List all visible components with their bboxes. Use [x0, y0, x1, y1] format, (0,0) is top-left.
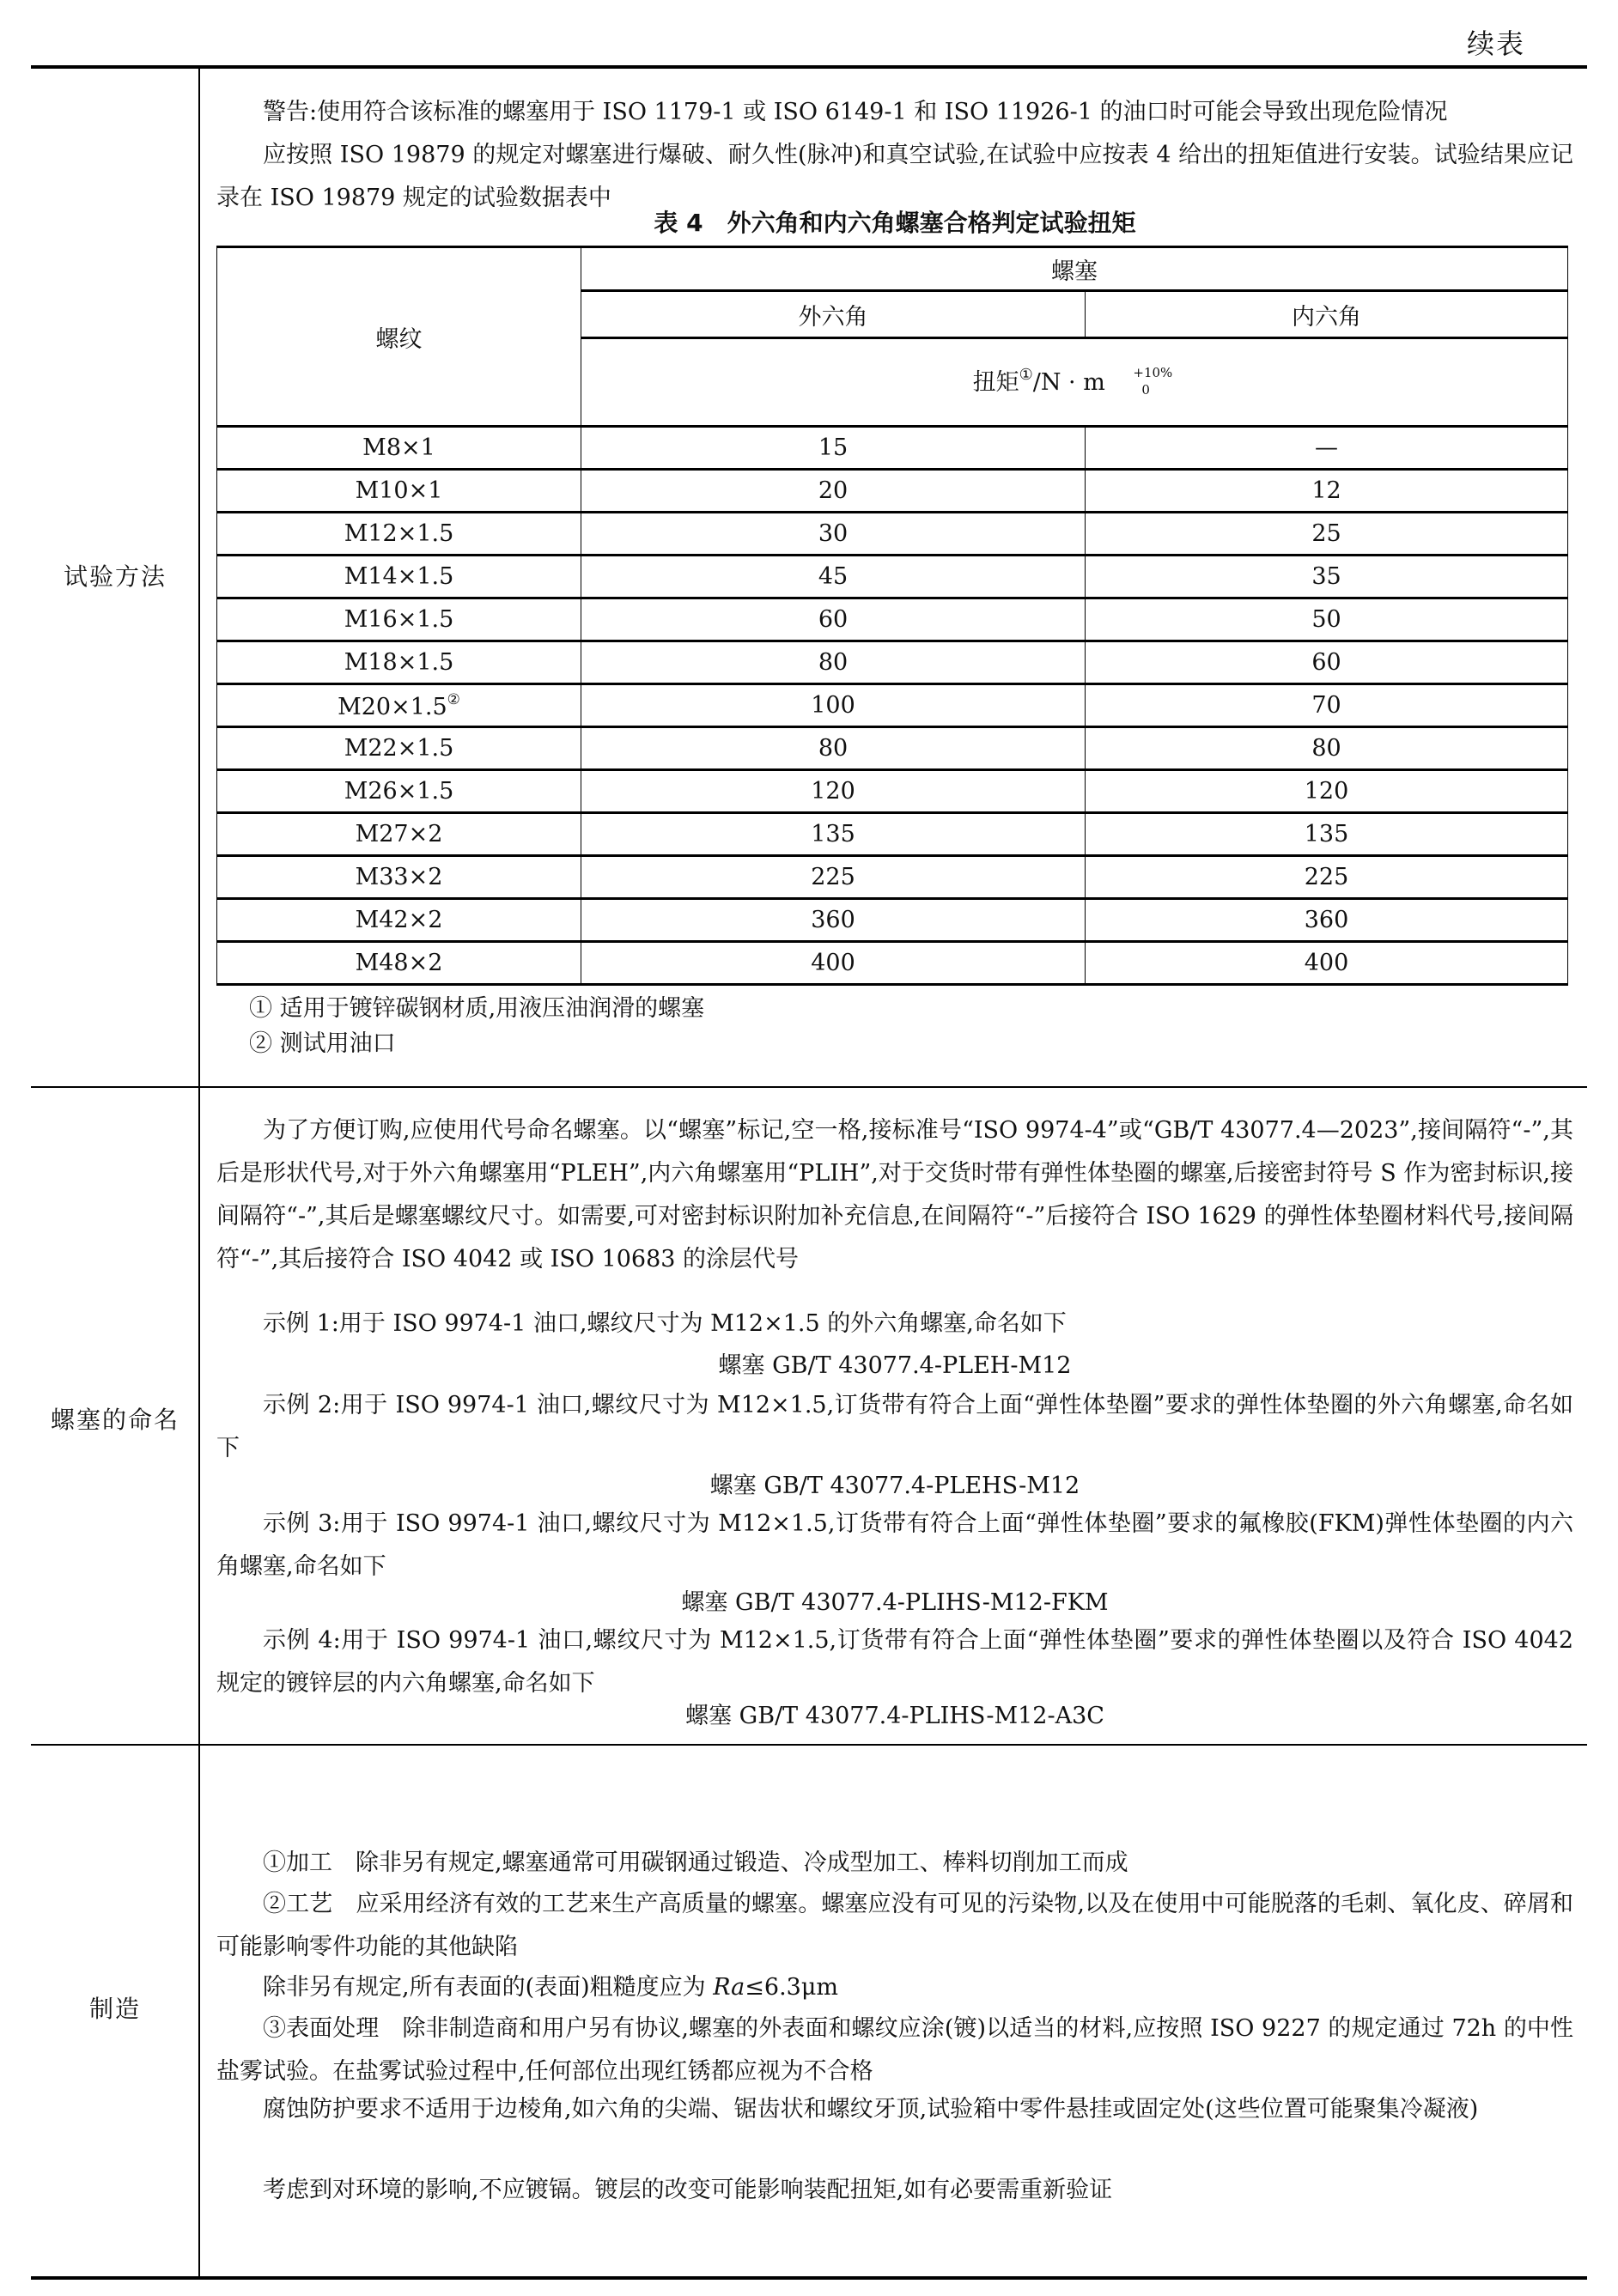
table-row — [217, 427, 1568, 470]
example-4-text: 示例 4:用于 ISO 9974-1 油口,螺纹尺寸为 M12×1.5,订货带有符合上面“弹性体垫圈”要求的弹性体垫圈以及符合 ISO 4042 规定的镀锌层的内六角螺塞,命名如下 — [216, 1627, 1573, 1697]
cell-thread — [217, 513, 581, 556]
thread-size: M22×1.5 — [344, 735, 454, 762]
example-3-text: 示例 3:用于 ISO 9974-1 油口,螺纹尺寸为 M12×1.5,订货带有符合上面“弹性体垫圈”要求的氟橡胶(FKM)弹性体垫圈的内六角螺塞,命名如下 — [216, 1510, 1573, 1580]
section-label-test-method: 试验方法 — [63, 562, 167, 591]
corrosion-paragraph: 腐蚀防护要求不适用于边棱角,如六角的尖端、锯齿状和螺纹牙顶,试验箱中零件悬挂或固定处(这些位置可能聚集冷凝液) — [263, 2096, 1479, 2123]
example-2-text: 示例 2:用于 ISO 9974-1 油口,螺纹尺寸为 M12×1.5,订货带有符合上面“弹性体垫圈”要求的弹性体垫圈的外六角螺塞,命名如下 — [216, 1392, 1573, 1461]
cell-internal-hex-torque: 70 — [1086, 684, 1568, 727]
header-plug: 螺塞 — [581, 247, 1568, 291]
table-title: 表 4 外六角和内六角螺塞合格判定试验扭矩 — [654, 209, 1136, 237]
footnote-2: ② 测试用油口 — [249, 1030, 396, 1057]
thread-size: M20×1.5 — [338, 693, 447, 720]
table-row — [217, 470, 1568, 513]
torque-unit: /N · m — [1032, 369, 1105, 397]
column-divider — [198, 67, 200, 2279]
header-external-hex: 外六角 — [581, 291, 1086, 338]
tolerance-upper: +10% — [1133, 364, 1173, 380]
example-4-designation: 螺塞 GB/T 43077.4-PLIHS-M12-A3C — [685, 1703, 1104, 1729]
thread-size: M12×1.5 — [344, 520, 454, 547]
example-1-designation: 螺塞 GB/T 43077.4-PLEH-M12 — [718, 1352, 1072, 1379]
section-divider — [31, 1744, 1587, 1746]
cell-thread — [217, 770, 581, 813]
roughness-symbol: Ra — [713, 1974, 745, 2001]
footnote-1: ① 适用于镀锌碳钢材质,用液压油润滑的螺塞 — [249, 995, 705, 1022]
table-row — [217, 727, 1568, 770]
cell-thread — [217, 727, 581, 770]
designation-intro: 为了方便订购,应使用代号命名螺塞。以“螺塞”标记,空一格,接标准号“ISO 9974-4”或“GB/T 43077.4—2023”,接间隔符“-”,其后是形状代号,对于外六角螺塞用“PLEH”,内六角螺塞用“PLIH”,对于交货时带有弹性体垫圈的螺塞,后接密封符号 S 作为密封标识,接间隔符“-”,其后是螺塞螺纹尺寸。如需要,可对密封标识附加补充信息,在间隔符“-”后接符合 ISO 1629 的弹性体垫圈材料代号,接间隔符“-”,其后接符合 ISO 4042 或 ISO 10683 的涂层代号 — [216, 1117, 1573, 1273]
example-1-text: 示例 1:用于 ISO 9974-1 油口,螺纹尺寸为 M12×1.5 的外六角螺塞,命名如下 — [263, 1310, 1067, 1337]
example-2-designation: 螺塞 GB/T 43077.4-PLEHS-M12 — [709, 1473, 1080, 1499]
process-paragraph: ②工艺 应采用经济有效的工艺来生产高质量的螺塞。螺塞应没有可见的污染物,以及在使用中可能脱落的毛刺、氧化皮、碎屑和可能影响零件功能的其他缺陷 — [216, 1891, 1573, 1960]
cell-thread — [217, 899, 581, 942]
section-label-manufacturing: 制造 — [88, 1995, 141, 2023]
table-row — [217, 813, 1568, 856]
tolerance-lower: 0 — [1141, 381, 1150, 398]
thread-size: M48×2 — [355, 950, 443, 976]
table-row — [217, 770, 1568, 813]
table-row — [217, 641, 1568, 684]
cell-internal-hex-torque: 135 — [1086, 813, 1568, 856]
cell-internal-hex-torque: 35 — [1086, 556, 1568, 598]
cell-external-hex-torque: 135 — [581, 813, 1086, 856]
header-internal-hex: 内六角 — [1086, 291, 1568, 338]
thread-size: M27×2 — [355, 821, 443, 847]
cell-external-hex-torque: 60 — [581, 598, 1086, 641]
header-thread: 螺纹 — [217, 247, 581, 427]
roughness-prefix: 除非另有规定,所有表面的(表面)粗糙度应为 — [263, 1974, 714, 2001]
cell-internal-hex-torque: 25 — [1086, 513, 1568, 556]
cell-internal-hex-torque: 80 — [1086, 727, 1568, 770]
cell-external-hex-torque: 225 — [581, 856, 1086, 899]
thread-size: M16×1.5 — [344, 606, 454, 633]
section-label-designation: 螺塞的命名 — [50, 1406, 179, 1434]
table-row — [217, 513, 1568, 556]
table-row — [217, 684, 1568, 727]
cell-external-hex-torque: 100 — [581, 684, 1086, 727]
thread-size: M10×1 — [355, 477, 443, 504]
thread-size: M8×1 — [362, 434, 435, 461]
table-row — [217, 598, 1568, 641]
cell-external-hex-torque: 15 — [581, 427, 1086, 470]
section-divider — [31, 1086, 1587, 1088]
cell-external-hex-torque: 20 — [581, 470, 1086, 513]
continuation-label: 续表 — [1466, 27, 1525, 60]
surface-treatment-paragraph: ③表面处理 除非制造商和用户另有协议,螺塞的外表面和螺纹应涂(镀)以适当的材料,应按照 ISO 9227 的规定通过 72h 的中性盐雾试验。在盐雾试验过程中,任何部位出现红锈都应视为不合格 — [216, 2015, 1573, 2085]
warning-paragraph: 警告:使用符合该标准的螺塞用于 ISO 1179-1 或 ISO 6149-1 和 ISO 11926-1 的油口时可能会导致出现危险情况 — [263, 99, 1448, 125]
cell-external-hex-torque: 45 — [581, 556, 1086, 598]
cell-thread — [217, 856, 581, 899]
test-paragraph: 应按照 ISO 19879 的规定对螺塞进行爆破、耐久性(脉冲)和真空试验,在试验中应按表 4 给出的扭矩值进行安装。试验结果应记录在 ISO 19879 规定的试验数据表中 — [216, 142, 1573, 211]
cell-thread — [217, 641, 581, 684]
torque-tolerance — [1133, 364, 1176, 401]
machining-paragraph: ①加工 除非另有规定,螺塞通常可用碳钢通过锻造、冷成型加工、棒料切削加工而成 — [263, 1850, 1128, 1876]
cell-external-hex-torque: 360 — [581, 899, 1086, 942]
cadmium-paragraph: 考虑到对环境的影响,不应镀镉。镀层的改变可能影响装配扭矩,如有必要需重新验证 — [263, 2177, 1113, 2203]
torque-footnote-ref: ① — [1019, 366, 1033, 385]
table-row — [217, 899, 1568, 942]
cell-thread — [217, 942, 581, 985]
cell-thread — [217, 427, 581, 470]
cell-internal-hex-torque: 360 — [1086, 899, 1568, 942]
thread-size: M14×1.5 — [344, 563, 454, 590]
thread-size: M42×2 — [355, 907, 443, 933]
roughness-paragraph — [216, 1966, 1573, 2009]
cell-internal-hex-torque: 400 — [1086, 942, 1568, 985]
cell-internal-hex-torque: 12 — [1086, 470, 1568, 513]
torque-label: 扭矩 — [972, 369, 1019, 397]
cell-thread — [217, 470, 581, 513]
table-row — [217, 556, 1568, 598]
thread-footnote-ref: ② — [447, 690, 460, 708]
example-3-designation: 螺塞 GB/T 43077.4-PLIHS-M12-FKM — [681, 1589, 1109, 1616]
thread-size: M26×1.5 — [344, 778, 454, 805]
thread-size: M33×2 — [355, 864, 443, 890]
cell-external-hex-torque: 120 — [581, 770, 1086, 813]
cell-internal-hex-torque: — — [1086, 427, 1568, 470]
top-rule — [31, 65, 1587, 69]
roughness-value: ≤6.3μm — [745, 1974, 838, 2001]
cell-thread — [217, 684, 581, 727]
cell-thread — [217, 598, 581, 641]
cell-external-hex-torque: 400 — [581, 942, 1086, 985]
table-row — [217, 942, 1568, 985]
cell-external-hex-torque: 30 — [581, 513, 1086, 556]
table-row — [217, 856, 1568, 899]
cell-internal-hex-torque: 60 — [1086, 641, 1568, 684]
cell-external-hex-torque: 80 — [581, 727, 1086, 770]
cell-internal-hex-torque: 50 — [1086, 598, 1568, 641]
cell-external-hex-torque: 80 — [581, 641, 1086, 684]
bottom-rule — [31, 2276, 1587, 2280]
cell-thread — [217, 813, 581, 856]
thread-size: M18×1.5 — [344, 649, 454, 676]
header-torque — [581, 338, 1568, 427]
cell-internal-hex-torque: 225 — [1086, 856, 1568, 899]
cell-internal-hex-torque: 120 — [1086, 770, 1568, 813]
cell-thread — [217, 556, 581, 598]
torque-table — [216, 246, 1568, 986]
